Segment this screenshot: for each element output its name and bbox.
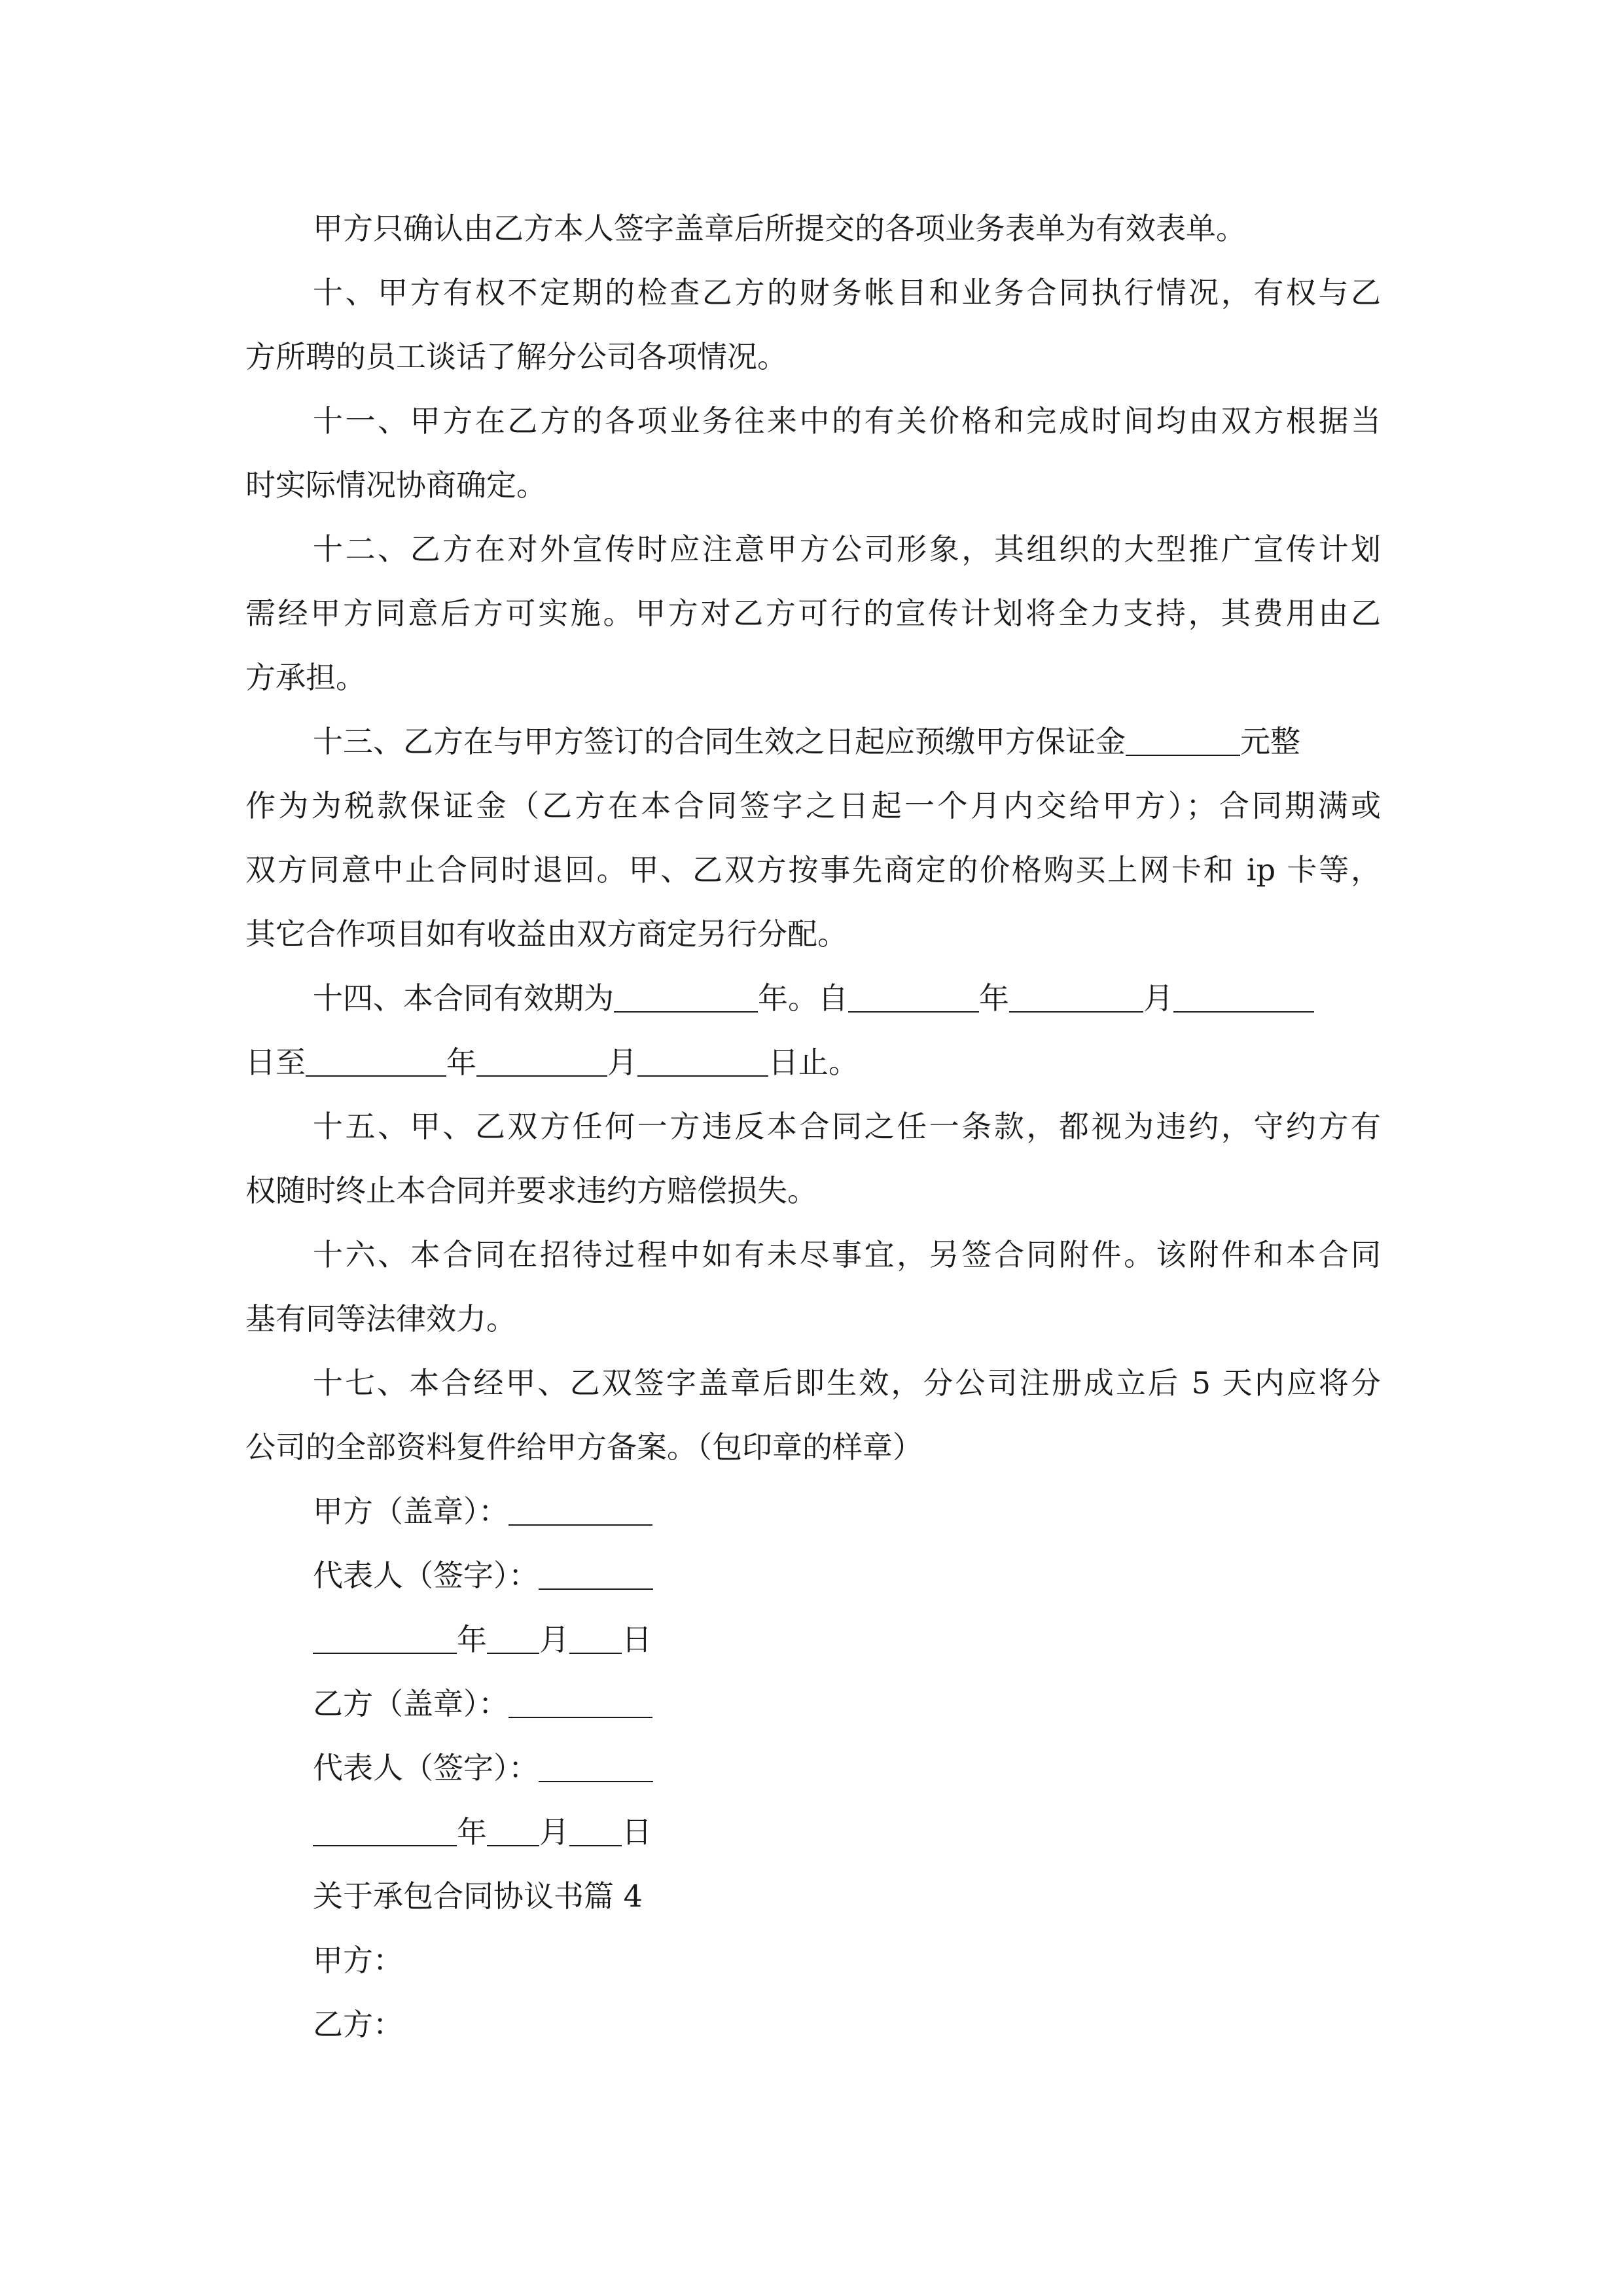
party-b-rep-label: 代表人（签字）： [313,1750,539,1785]
clause-17-line-1: 十七、本合经甲、乙双签字盖章后即生效，分公司注册成立后 5 天内应将分 [313,1365,1381,1401]
section-4-party-a: 甲方： [313,1943,403,1978]
clause-16-line-2: 基有同等法律效力。 [245,1301,516,1336]
clause-14-text-g: 月 [607,1045,637,1080]
party-b-rep-blank [539,1751,653,1782]
end-month-blank [476,1045,607,1077]
clause-16-line-1: 十六、本合同在招待过程中如有未尽事宜，另签合同附件。该附件和本合同 [313,1237,1381,1272]
party-a-seal-label: 甲方（盖章）： [313,1494,508,1529]
section-4-title: 关于承包合同协议书篇 4 [313,1878,643,1914]
party-b-day-label: 日 [622,1814,652,1850]
clause-10-line-1: 十、甲方有权不定期的检查乙方的财务帐目和业务合同执行情况，有权与乙 [313,275,1381,310]
clause-13-line-3: 双方同意中止合同时退回。甲、乙双方按事先商定的价格购买上网卡和 ip 卡等， [245,852,1381,888]
term-years-blank [614,981,758,1013]
party-b-seal-line [245,1672,1381,1736]
party-b-day-blank [569,1815,622,1846]
start-month-blank [1009,981,1143,1013]
party-b-month-blank [487,1815,539,1846]
clause-12-line-2: 需经甲方同意后方可实施。甲方对乙方可行的宣传计划将全力支持，其费用由乙 [245,596,1381,631]
party-b-seal-label: 乙方（盖章）： [313,1686,508,1721]
section-4-party-b: 乙方： [313,2007,403,2042]
clause-10-line-2: 方所聘的员工谈话了解分公司各项情况。 [245,339,787,374]
clause-14-text-a: 十四、本合同有效期为 [313,980,614,1016]
clause-17-line-2: 公司的全部资料复件给甲方备案。（包印章的样章） [245,1429,923,1465]
end-year-blank [306,1045,446,1077]
party-a-seal-blank [508,1494,652,1526]
clause-14-text-b: 年。自 [758,980,848,1016]
clause-13-text-a: 十三、乙方在与甲方签订的合同生效之日起应预缴甲方保证金 [313,724,1126,759]
party-b-seal-blank [508,1687,652,1718]
start-day-blank [1173,981,1314,1013]
party-b-month-label: 月 [539,1814,569,1850]
clause-13-text-b: 元整 [1240,724,1300,759]
document-page [245,196,1381,2056]
clause-13-line-1 [245,709,1381,774]
clause-14-text-h: 日止。 [768,1045,859,1080]
party-a-day-blank [569,1623,622,1654]
clause-9-tail: 甲方只确认由乙方本人签字盖章后所提交的各项业务表单为有效表单。 [313,211,1246,246]
party-b-year-blank [313,1815,457,1846]
party-a-date-line [245,1607,1381,1672]
clause-13-line-2: 作为为税款保证金（乙方在本合同签字之日起一个月内交给甲方）；合同期满或 [245,788,1381,823]
clause-13-line-4: 其它合作项目如有收益由双方商定另行分配。 [245,916,847,952]
party-a-year-label: 年 [457,1622,487,1657]
clause-14-line-2 [245,1030,1381,1094]
deposit-amount-blank [1126,725,1240,756]
party-a-rep-blank [539,1558,653,1590]
clause-12-line-1: 十二、乙方在对外宣传时应注意甲方公司形象，其组织的大型推广宣传计划 [313,531,1381,567]
clause-15-line-2: 权随时终止本合同并要求违约方赔偿损失。 [245,1173,817,1208]
party-b-year-label: 年 [457,1814,487,1850]
end-day-blank [637,1045,768,1077]
clause-11-line-1: 十一、甲方在乙方的各项业务往来中的有关价格和完成时间均由双方根据当 [313,403,1381,439]
clause-14-text-c: 年 [979,980,1009,1016]
clause-14-text-f: 年 [446,1045,476,1080]
start-year-blank [848,981,979,1013]
clause-14-text-e: 日至 [245,1045,306,1080]
party-a-day-label: 日 [622,1622,652,1657]
party-b-date-line [245,1800,1381,1864]
party-a-month-blank [487,1623,539,1654]
clause-12-line-3: 方承担。 [245,660,366,695]
clause-14-text-d: 月 [1143,980,1173,1016]
clause-14-line-1 [245,966,1381,1030]
party-a-seal-line [245,1479,1381,1543]
party-a-year-blank [313,1623,457,1654]
party-a-rep-label: 代表人（签字）： [313,1558,539,1593]
party-a-month-label: 月 [539,1622,569,1657]
party-a-rep-line [245,1543,1381,1607]
clause-11-line-2: 时实际情况协商确定。 [245,467,546,503]
clause-15-line-1: 十五、甲、乙双方任何一方违反本合同之任一条款，都视为违约，守约方有 [313,1109,1381,1144]
party-b-rep-line [245,1736,1381,1800]
